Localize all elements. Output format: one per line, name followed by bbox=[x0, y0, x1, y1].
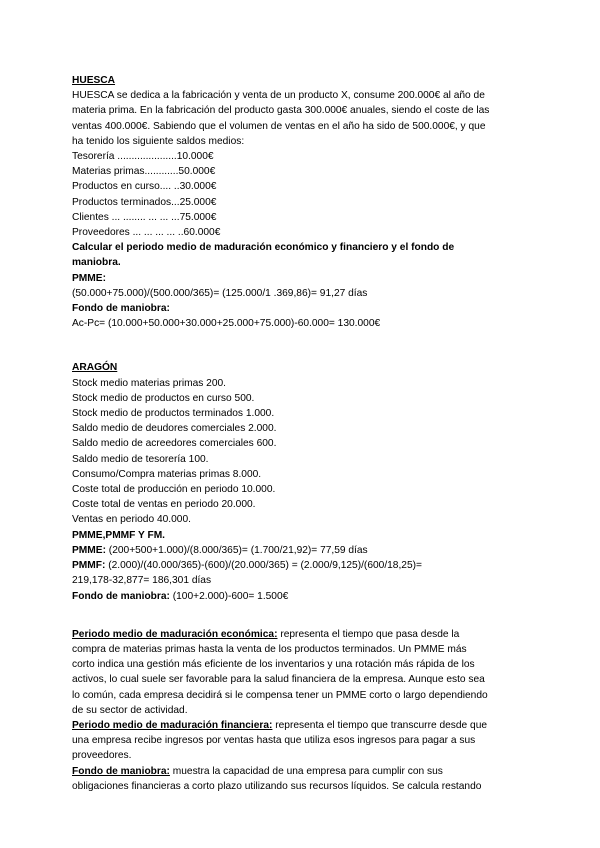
balance-line: Proveedores ... ... ... ... ..60.000€ bbox=[72, 227, 221, 239]
aragon-data-line: Saldo medio de acreedores comerciales 600. bbox=[72, 438, 277, 450]
aragon-data-line: Ventas en periodo 40.000. bbox=[72, 514, 191, 526]
pmme-label: PMME: bbox=[72, 272, 106, 284]
definition-text: una empresa recibe ingresos por ventas hasta que utiliza esos ingresos para pagar a sus bbox=[72, 735, 476, 747]
definition-text: compra de materias primas hasta la venta de los productos terminados. Un PMME más bbox=[72, 643, 467, 655]
fondo-calculation: Ac-Pc= (10.000+50.000+30.000+25.000+75.000)-60.000= 130.000€ bbox=[72, 318, 381, 330]
aragon-data-line: Saldo medio de deudores comerciales 2.000. bbox=[72, 423, 277, 435]
definition-text: obligaciones financieras a corto plazo utilizando sus recursos líquidos. Se calcula restando bbox=[72, 780, 482, 792]
fondo-calculation: (100+2.000)-600= 1.500€ bbox=[169, 590, 289, 602]
balance-line: Materias primas............50.000€ bbox=[72, 166, 216, 178]
definition-text: activos, lo cual suele ser favorable para la salud financiera de la empresa. Aunque esto sea bbox=[72, 674, 485, 686]
balance-line: Productos terminados...25.000€ bbox=[72, 196, 217, 208]
pmmf-label: PMMF: bbox=[72, 560, 106, 572]
huesca-heading: HUESCA bbox=[72, 75, 116, 86]
balance-line: Productos en curso.... ..30.000€ bbox=[72, 181, 217, 193]
huesca-intro-line: HUESCA se dedica a la fabricación y venta de un producto X, consume 200.000€ al año de bbox=[72, 90, 485, 102]
aragon-data-line: Coste total de ventas en periodo 20.000. bbox=[72, 499, 256, 511]
aragon-data-line: Stock medio de productos en curso 500. bbox=[72, 392, 255, 404]
pmme-label: PMME: bbox=[72, 544, 106, 556]
pmmf-row bbox=[72, 558, 530, 573]
definition-pmmf bbox=[72, 718, 530, 733]
fondo-label: Fondo de maniobra: bbox=[72, 590, 170, 602]
definition-term: Periodo medio de maduración financiera: bbox=[72, 719, 273, 731]
huesca-intro-line: materia prima. En la fabricación del producto gasta 300.000€ anuales, siendo el coste de las bbox=[72, 105, 490, 117]
fondo-row bbox=[72, 589, 530, 604]
definition-text: de su sector de actividad. bbox=[72, 704, 188, 716]
huesca-intro-line: ventas 400.000€. Sabiendo que el volumen de ventas en el año ha sido de 500.000€, y que bbox=[72, 120, 486, 132]
pmme-calculation: (50.000+75.000)/(500.000/365)= (125.000/1 .369,86)= 91,27 días bbox=[72, 287, 368, 299]
definition-term: Periodo medio de maduración económica: bbox=[72, 628, 278, 640]
definition-text: representa el tiempo que transcurre desde que bbox=[272, 719, 488, 731]
definition-pmme bbox=[72, 627, 530, 642]
huesca-intro-line: ha tenido los siguiente saldos medios: bbox=[72, 135, 245, 147]
pmme-calculation: (200+500+1.000)/(8.000/365)= (1.700/21,92)= 77,59 días bbox=[105, 544, 368, 556]
aragon-data-line: Stock medio materias primas 200. bbox=[72, 377, 227, 389]
aragon-data-line: Consumo/Compra materias primas 8.000. bbox=[72, 468, 262, 480]
definition-text: lo común, cada empresa decidirá si le compensa tener un PMME corto o largo dependiendo bbox=[72, 689, 488, 701]
pmmf-calculation-continued: 219,178-32,877= 186,301 días bbox=[72, 575, 212, 587]
pmme-row bbox=[72, 543, 530, 558]
pmmf-calculation: (2.000)/(40.000/365)-(600)/(20.000/365) = (2.000/9,125)/(600/18,25)= bbox=[105, 560, 422, 572]
section-spacer bbox=[72, 604, 530, 627]
section-spacer bbox=[72, 331, 530, 360]
aragon-subheading: PMME,PMMF Y FM. bbox=[72, 529, 166, 541]
definition-text: corto indica una gestión más eficiente de los inventarios y una rotación más rápida de los bbox=[72, 659, 475, 671]
balance-line: Tesorería .....................10.000€ bbox=[72, 151, 214, 163]
definition-text: muestra la capacidad de una empresa para cumplir con sus bbox=[169, 765, 443, 777]
task-statement: maniobra. bbox=[72, 257, 121, 269]
aragon-data-line: Stock medio de productos terminados 1.000. bbox=[72, 408, 275, 420]
balance-line: Clientes ... ........ ... ... ...75.000€ bbox=[72, 211, 217, 223]
aragon-heading: ARAGÓN bbox=[72, 362, 118, 374]
definition-term: Fondo de maniobra: bbox=[72, 765, 170, 777]
task-statement: Calcular el periodo medio de maduración económico y financiero y el fondo de bbox=[72, 242, 455, 254]
definition-text: proveedores. bbox=[72, 750, 132, 762]
fondo-label: Fondo de maniobra: bbox=[72, 303, 170, 315]
definition-text: representa el tiempo que pasa desde la bbox=[277, 628, 460, 640]
definition-fondo bbox=[72, 764, 530, 779]
aragon-data-line: Saldo medio de tesorería 100. bbox=[72, 453, 209, 465]
document-page bbox=[72, 73, 530, 794]
aragon-data-line: Coste total de producción en periodo 10.000. bbox=[72, 484, 276, 496]
